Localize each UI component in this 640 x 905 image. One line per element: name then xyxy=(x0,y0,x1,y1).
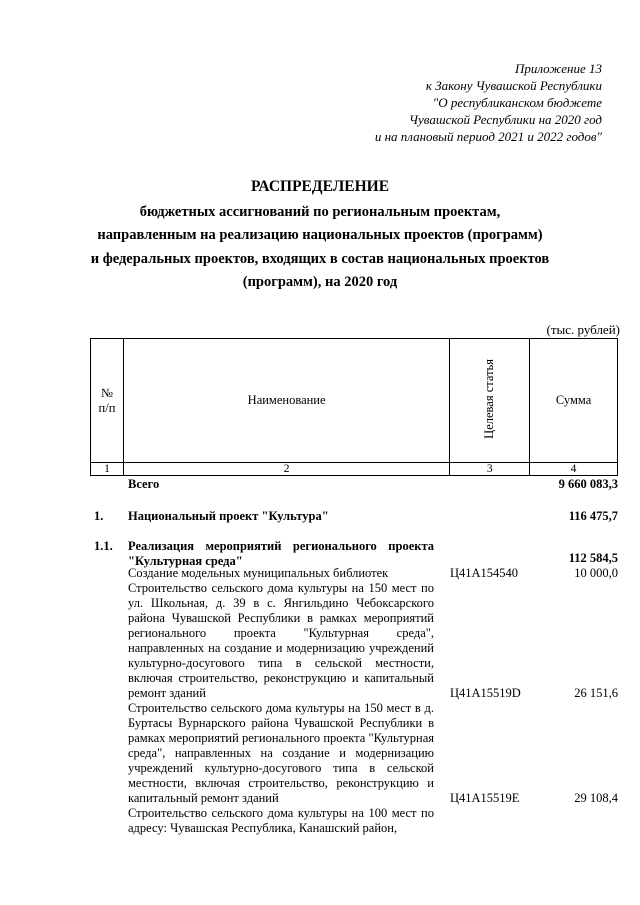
total-label: Всего xyxy=(128,477,160,491)
row-sum: 116 475,7 xyxy=(568,509,618,523)
header-name: Наименование xyxy=(123,339,449,463)
title-line: направленным на реализацию национальных проектов (программ) xyxy=(97,227,543,243)
row-sum: 10 000,0 xyxy=(574,566,618,580)
appendix-caption xyxy=(302,60,602,145)
title-main: РАСПРЕДЕЛЕНИЕ xyxy=(250,178,390,195)
units-label: (тыс. рублей) xyxy=(546,322,620,337)
row-sum: 26 151,6 xyxy=(574,686,618,700)
row-number: 1.1. xyxy=(94,539,113,553)
document-title xyxy=(40,175,600,295)
row-code: Ц41А15519Е xyxy=(450,791,520,805)
appendix-line: Приложение 13 xyxy=(514,61,602,76)
col-number: 2 xyxy=(123,463,449,476)
row-name: Создание модельных муниципальных библиотек xyxy=(128,566,389,580)
row-code: Ц41А15519D xyxy=(450,686,521,700)
header-code-label: Целевая статья xyxy=(482,358,497,439)
row-code: Ц41А154540 xyxy=(450,566,519,580)
header-num: № п/п xyxy=(91,339,124,463)
appendix-line: "О республиканском бюджете xyxy=(432,95,602,110)
row-number: 1. xyxy=(94,509,104,523)
col-number: 1 xyxy=(91,463,124,476)
col-number: 3 xyxy=(450,463,530,476)
table-header xyxy=(90,338,618,476)
header-sum: Сумма xyxy=(530,339,618,463)
row-name: Строительство сельского дома культуры на 150 мест по ул. Школьная, д. 39 в с. Янгильдино Чебоксарского района Чувашской Республики в рамках мероприятий регионального проекта "Культурная среда", направленных на создание и модернизацию учреждений культурно-досугового типа в сельской местности, включая строительство, реконструкцию и капитальный ремонт зданий xyxy=(128,581,434,700)
col-number: 4 xyxy=(530,463,618,476)
total-sum: 9 660 083,3 xyxy=(558,477,618,491)
row-name: Строительство сельского дома культуры на 100 мест по адресу: Чувашская Республика, Канашский район, xyxy=(128,806,434,835)
appendix-line: и на плановый период 2021 и 2022 годов" xyxy=(374,129,602,144)
row-name: Национальный проект "Культура" xyxy=(128,509,329,523)
header-code xyxy=(450,339,530,463)
row-sum: 112 584,5 xyxy=(568,551,618,565)
title-line: (программ), на 2020 год xyxy=(242,274,398,290)
row-name: Реализация мероприятий регионального проекта "Культурная среда" xyxy=(128,539,434,568)
row-sum: 29 108,4 xyxy=(574,791,618,805)
appendix-line: к Закону Чувашской Республики xyxy=(425,78,602,93)
row-name: Строительство сельского дома культуры на 150 мест в д. Буртасы Вурнарского района Чувашской Республики в рамках мероприятий регионального проекта "Культурная среда", направленных на создание и модернизацию учреждений культурно-досугового типа в сельской местности, включая строительство, реконструкцию и капитальный ремонт зданий xyxy=(128,701,434,805)
title-line: бюджетных ассигнований по региональным проектам, xyxy=(139,203,501,220)
title-line: и федеральных проектов, входящих в состав национальных проектов xyxy=(90,250,550,267)
appendix-line: Чувашской Республики на 2020 год xyxy=(409,112,602,127)
